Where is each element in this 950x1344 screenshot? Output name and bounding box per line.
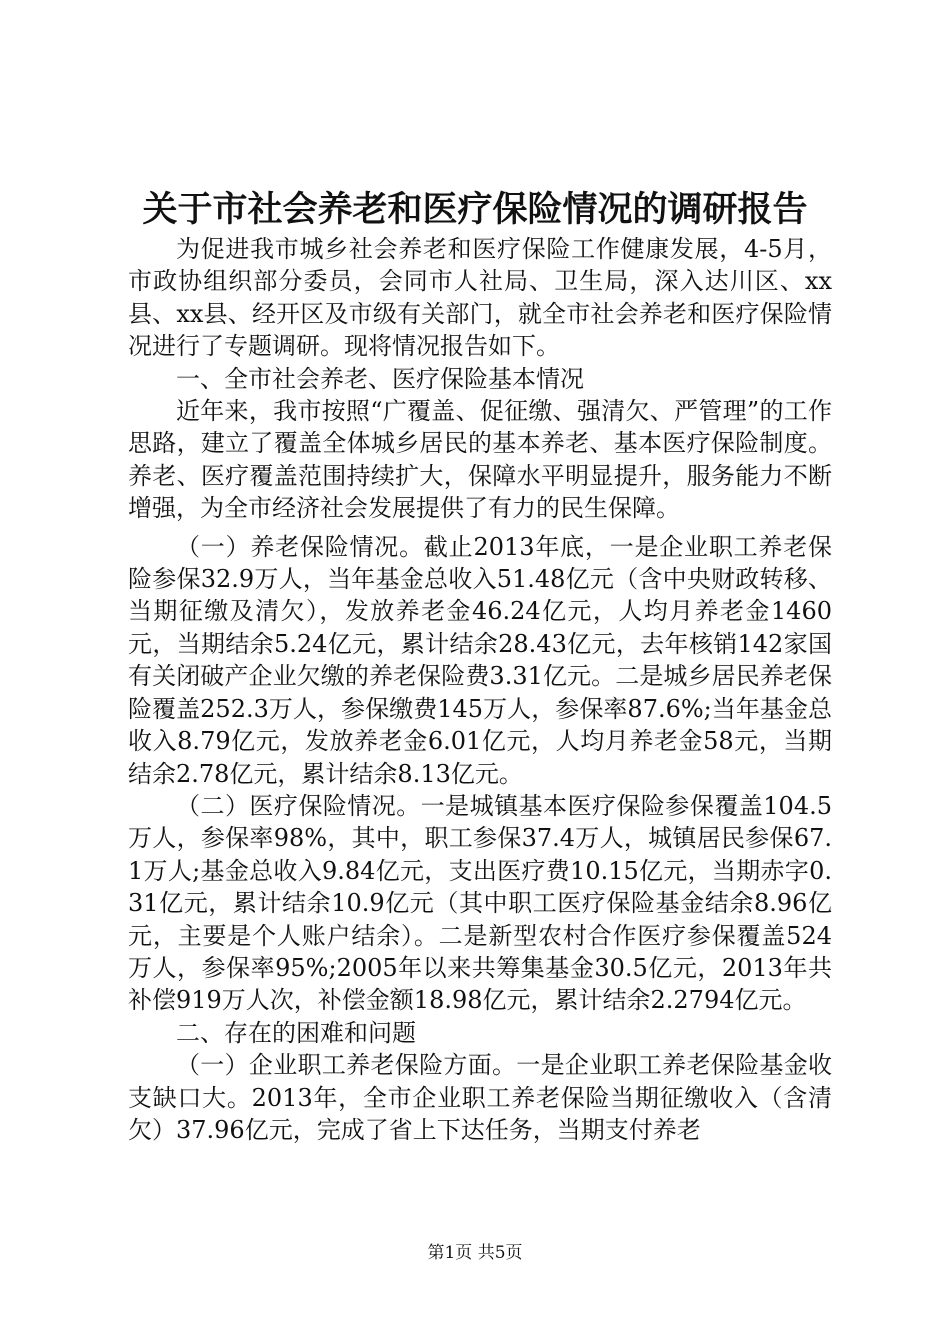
page-number-footer: 第1页 共5页: [427, 1243, 523, 1263]
pension-paragraph: （一）养老保险情况。截止2013年底，一是企业职工养老保险参保32.9万人，当年基金总收入51.48亿元（含中央财政转移、当期征缴及清欠），发放养老金46.24亿元，人均月养老金1460元，当期结余5.24亿元，累计结余28.43亿元，去年核销142家国有关闭破产企业欠缴的养老保险费3.31亿元。二是城乡居民养老保险覆盖252.3万人，参保缴费145万人，参保率87.6%;当年基金总收入8.79亿元，发放养老金6.01亿元，人均月养老金58元，当期结余2.78亿元，累计结余8.13亿元。: [128, 532, 832, 788]
problems-paragraph: （一）企业职工养老保险方面。一是企业职工养老保险基金收支缺口大。2013年，全市企业职工养老保险当期征缴收入（含清欠）37.96亿元，完成了省上下达任务，当期支付养老: [128, 1051, 832, 1144]
section-heading-basic-situation: 一、全市社会养老、医疗保险基本情况: [176, 364, 584, 393]
document-title: 关于市社会养老和医疗保险情况的调研报告: [142, 190, 808, 230]
intro-paragraph: 为促进我市城乡社会养老和医疗保险工作健康发展，4-5月，市政协组织部分委员，会同市人社局、卫生局，深入达川区、xx县、xx县、经开区及市级有关部门，就全市社会养老和医疗保险情况进行了专题调研。现将情况报告如下。: [128, 235, 832, 361]
document-body: [128, 233, 832, 1146]
overview-paragraph: 近年来，我市按照“广覆盖、促征缴、强清欠、严管理”的工作思路，建立了覆盖全体城乡居民的基本养老、基本医疗保险制度。养老、医疗覆盖范围持续扩大，保障水平明显提升，服务能力不断增强，为全市经济社会发展提供了有力的民生保障。: [128, 397, 832, 523]
section-heading-problems: 二、存在的困难和问题: [176, 1018, 416, 1047]
medical-paragraph: （二）医疗保险情况。一是城镇基本医疗保险参保覆盖104.5万人，参保率98%，其中，职工参保37.4万人，城镇居民参保67.1万人;基金总收入9.84亿元，支出医疗费10.15亿元，当期赤字0.31亿元，累计结余10.9亿元（其中职工医疗保险基金结余8.96亿元，主要是个人账户结余）。二是新型农村合作医疗参保覆盖524万人，参保率95%;2005年以来共筹集基金30.5亿元，2013年共补偿919万人次，补偿金额18.98亿元，累计结余2.2794亿元。: [128, 791, 832, 1015]
